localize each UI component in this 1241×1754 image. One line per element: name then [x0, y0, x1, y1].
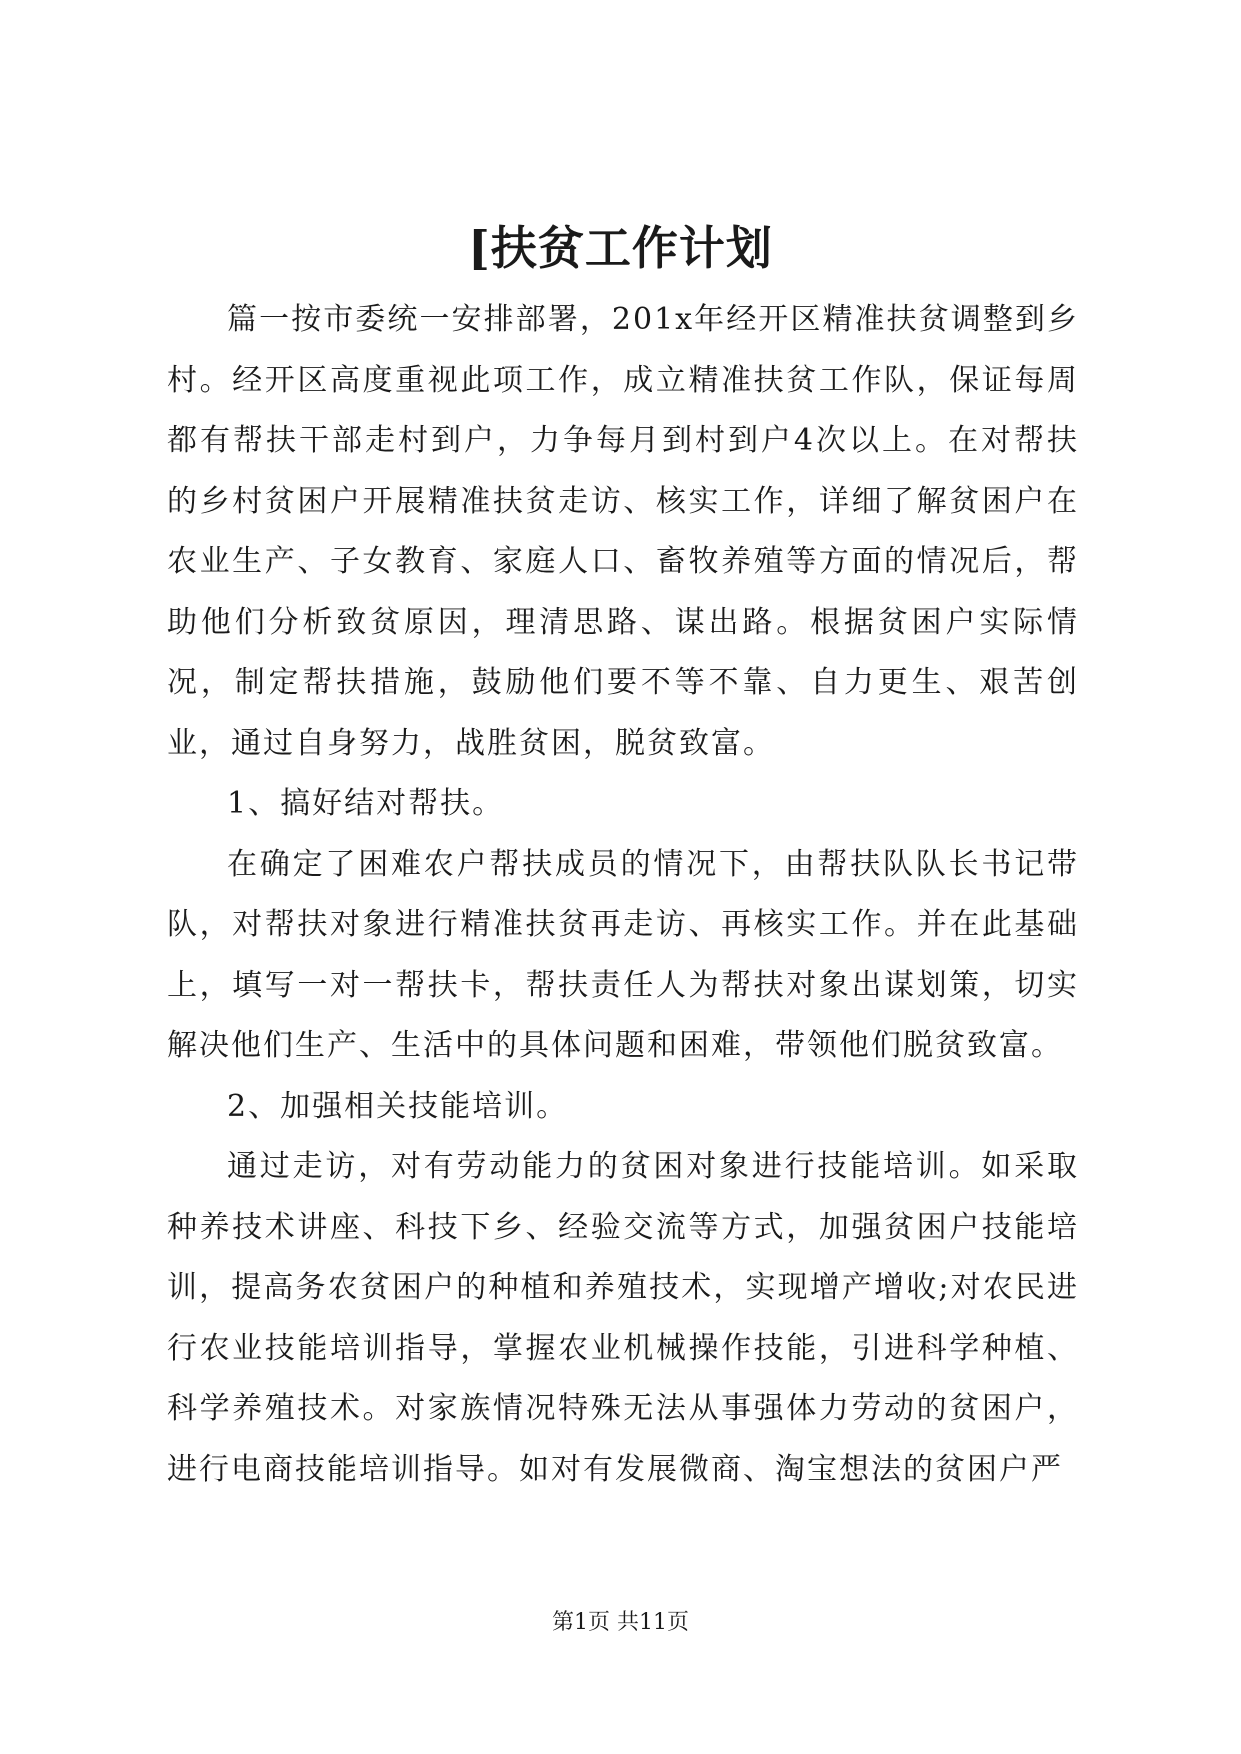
section-heading-1: 1、搞好结对帮扶。: [227, 786, 505, 821]
paragraph-section-1: 在确定了困难农户帮扶成员的情况下，由帮扶队队长书记带队，对帮扶对象进行精准扶贫再走访、再核实工作。并在此基础上，填写一对一帮扶卡，帮扶责任人为帮扶对象出谋划策，切实解决他们生产、生活中的具体问题和困难，带领他们脱贫致富。: [167, 846, 1079, 1063]
document-body: [167, 290, 1079, 1500]
document-title: [扶贫工作计划: [468, 221, 773, 275]
paragraph-section-2: 通过走访，对有劳动能力的贫困对象进行技能培训。如采取种养技术讲座、科技下乡、经验交流等方式，加强贫困户技能培训，提高务农贫困户的种植和养殖技术，实现增产增收;对农民进行农业技能培训指导，掌握农业机械操作技能，引进科学种植、科学养殖技术。对家族情况特殊无法从事强体力劳动的贫困户，进行电商技能培训指导。如对有发展微商、淘宝想法的贫困户严: [167, 1149, 1079, 1487]
page-number-footer: 第1页 共11页: [552, 1610, 689, 1635]
paragraph-intro: 篇一按市委统一安排部署，201x年经开区精准扶贫调整到乡村。经开区高度重视此项工作，成立精准扶贫工作队，保证每周都有帮扶干部走村到户，力争每月到村到户4次以上。在对帮扶的乡村贫困户开展精准扶贫走访、核实工作，详细了解贫困户在农业生产、子女教育、家庭人口、畜牧养殖等方面的情况后，帮助他们分析致贫原因，理清思路、谋出路。根据贫困户实际情况，制定帮扶措施，鼓励他们要不等不靠、自力更生、艰苦创业，通过自身努力，战胜贫困，脱贫致富。: [167, 302, 1079, 761]
section-heading-2: 2、加强相关技能培训。: [227, 1088, 569, 1124]
